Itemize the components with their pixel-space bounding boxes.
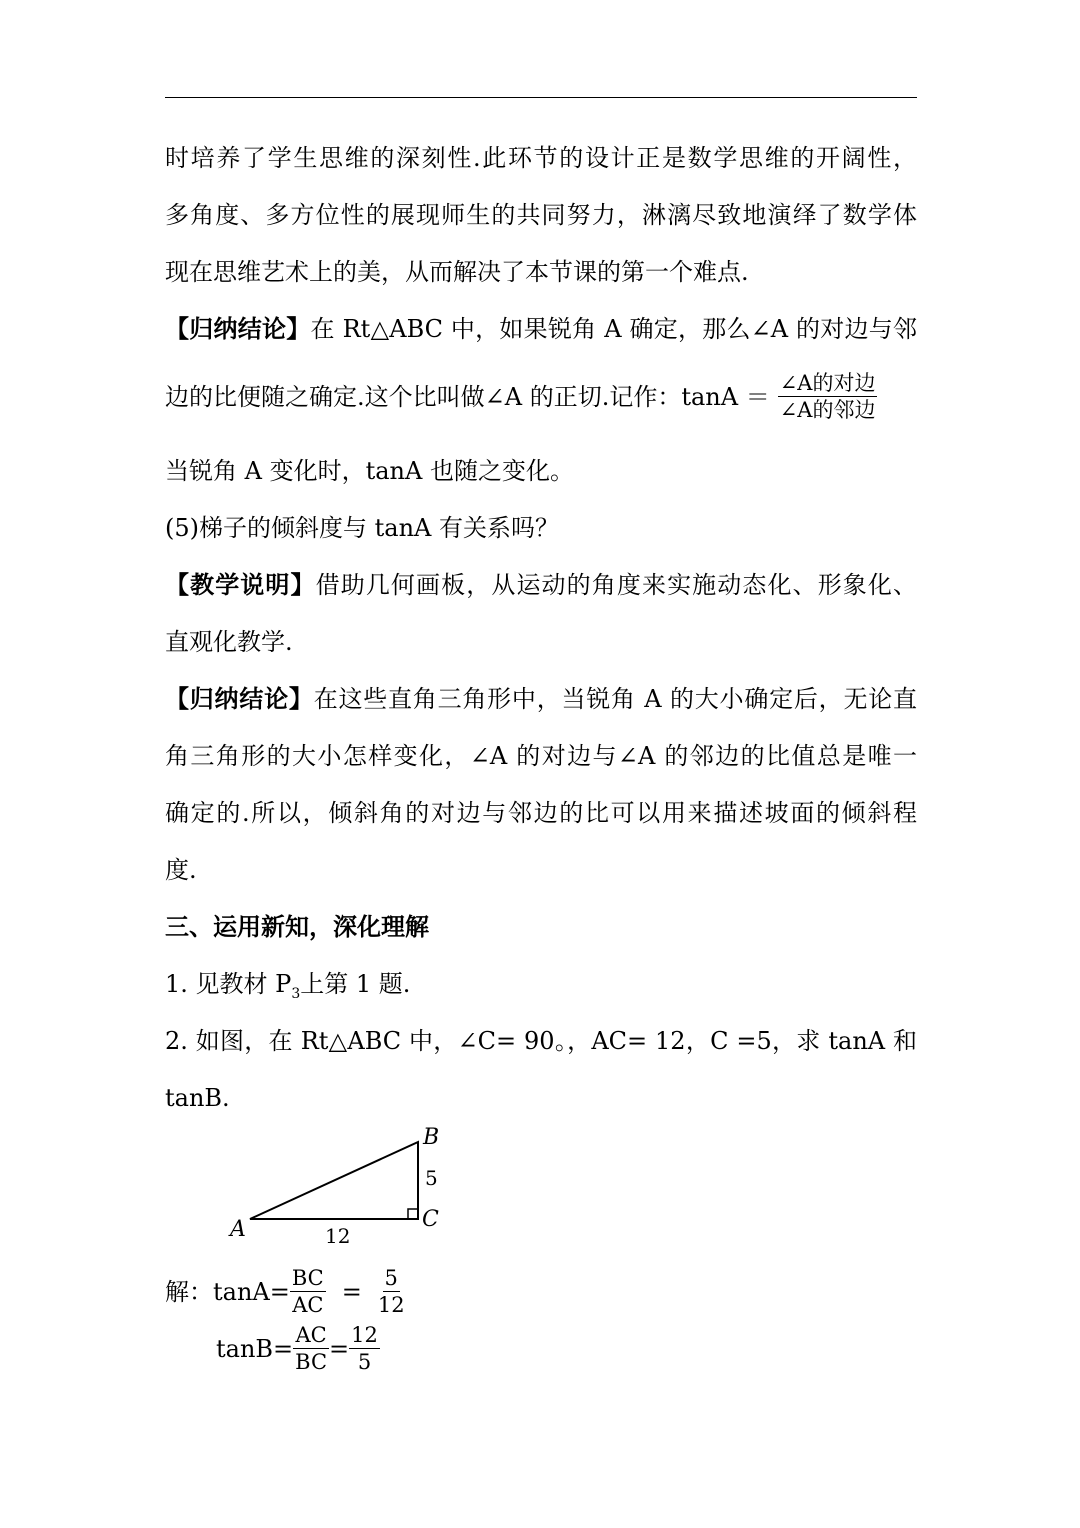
tangent-fraction [778,370,878,423]
text-line-13: 度. [165,856,197,884]
solution-prefix: 解： [165,1277,213,1306]
tana-fraction-2-denominator: 12 [377,1293,405,1317]
text-line-9: 直观化教学. [165,628,293,656]
text-line-3: 现在思维艺术上的美，从而解决了本节课的第一个难点. [165,258,749,286]
conclusion-heading-2: 【归纳结论】 [165,684,314,713]
tangent-fraction-numerator: ∠A的对边 [779,371,876,395]
header-rule [165,97,917,98]
solution-tana-label: tanA= [213,1277,290,1306]
tana-fraction-1-numerator: BC [291,1266,324,1290]
exercise-1-text-a: 1. 见教材 P [165,970,292,998]
equals-sign: = [341,1277,362,1306]
teaching-note-text: 借助几何画板，从运动的角度来实施动态化、形象化、 [315,571,918,599]
tanb-fraction-2-numerator: 12 [351,1323,378,1347]
text-line-6: 当锐角 A 变化时，tanA 也随之变化。 [165,457,574,485]
text-line-1: 时培养了学生思维的深刻性.此环节的设计正是数学思维的开阔性， [165,144,917,172]
teaching-note-heading: 【教学说明】 [165,570,316,599]
text-line-12: 确定的.所以，倾斜角的对边与邻边的比可以用来描述坡面的倾斜程 [165,799,917,827]
tanb-fraction-2-denominator: 5 [357,1350,372,1374]
conclusion-text: 在 Rt△ABC 中，如果锐角 A 确定，那么∠A 的对边与邻 [310,315,918,343]
conclusion-text-2: 在这些直角三角形中，当锐角 A 的大小确定后，无论直 [313,685,918,713]
text-line-11: 角三角形的大小怎样变化，∠A 的对边与∠A 的邻边的比值总是唯一 [165,742,917,770]
tangent-definition-text: 边的比便随之确定.这个比叫做∠A 的正切.记作：tanA ＝ [165,382,770,411]
right-angle-mark [408,1209,418,1219]
exercise-1 [165,968,917,1010]
tana-fraction-1-denominator: AC [292,1293,324,1317]
solution-tana [165,1265,407,1318]
tanb-fraction-1-numerator: AC [295,1323,327,1347]
side-label-bc: 5 [425,1166,438,1190]
tangent-fraction-denominator: ∠A的邻边 [779,398,876,422]
tana-fraction-1 [290,1265,326,1318]
exercise-1-page-subscript: 3 [291,985,301,1002]
tana-fraction-2 [376,1265,407,1318]
text-line-teaching-note [165,569,917,601]
exercise-1-text-b: 上第 1 题. [300,970,411,998]
text-line-conclusion-1 [165,313,917,345]
side-label-ac: 12 [325,1224,351,1248]
exercise-2-continued: tanB. [165,1084,230,1112]
vertex-label-b: B [423,1125,440,1150]
triangle-shape [250,1142,418,1219]
right-triangle-figure [222,1122,452,1252]
tanb-fraction-1 [293,1322,329,1375]
vertex-label-a: A [230,1217,246,1242]
tana-fraction-2-numerator: 5 [384,1266,398,1290]
solution-tanb [216,1322,380,1375]
vertex-label-c: C [422,1207,439,1232]
section-heading: 三、运用新知，深化理解 [165,912,429,941]
text-line-question-5: (5)梯子的倾斜度与 tanA 有关系吗？ [165,514,559,542]
text-line-conclusion-2 [165,683,917,715]
tanb-fraction-1-denominator: BC [295,1350,328,1374]
exercise-2: 2. 如图，在 Rt△ABC 中，∠C= 90。，AC= 12，C =5，求 tanA 和 [165,1027,917,1055]
conclusion-heading: 【归纳结论】 [165,314,311,343]
text-line-tangent-definition [165,370,917,423]
text-line-2: 多角度、多方位性的展现师生的共同努力，淋漓尽致地演绎了数学体 [165,201,917,229]
tanb-fraction-2 [349,1322,380,1375]
solution-tanb-label: tanB= [216,1334,294,1363]
equals-sign-2: = [329,1334,350,1363]
